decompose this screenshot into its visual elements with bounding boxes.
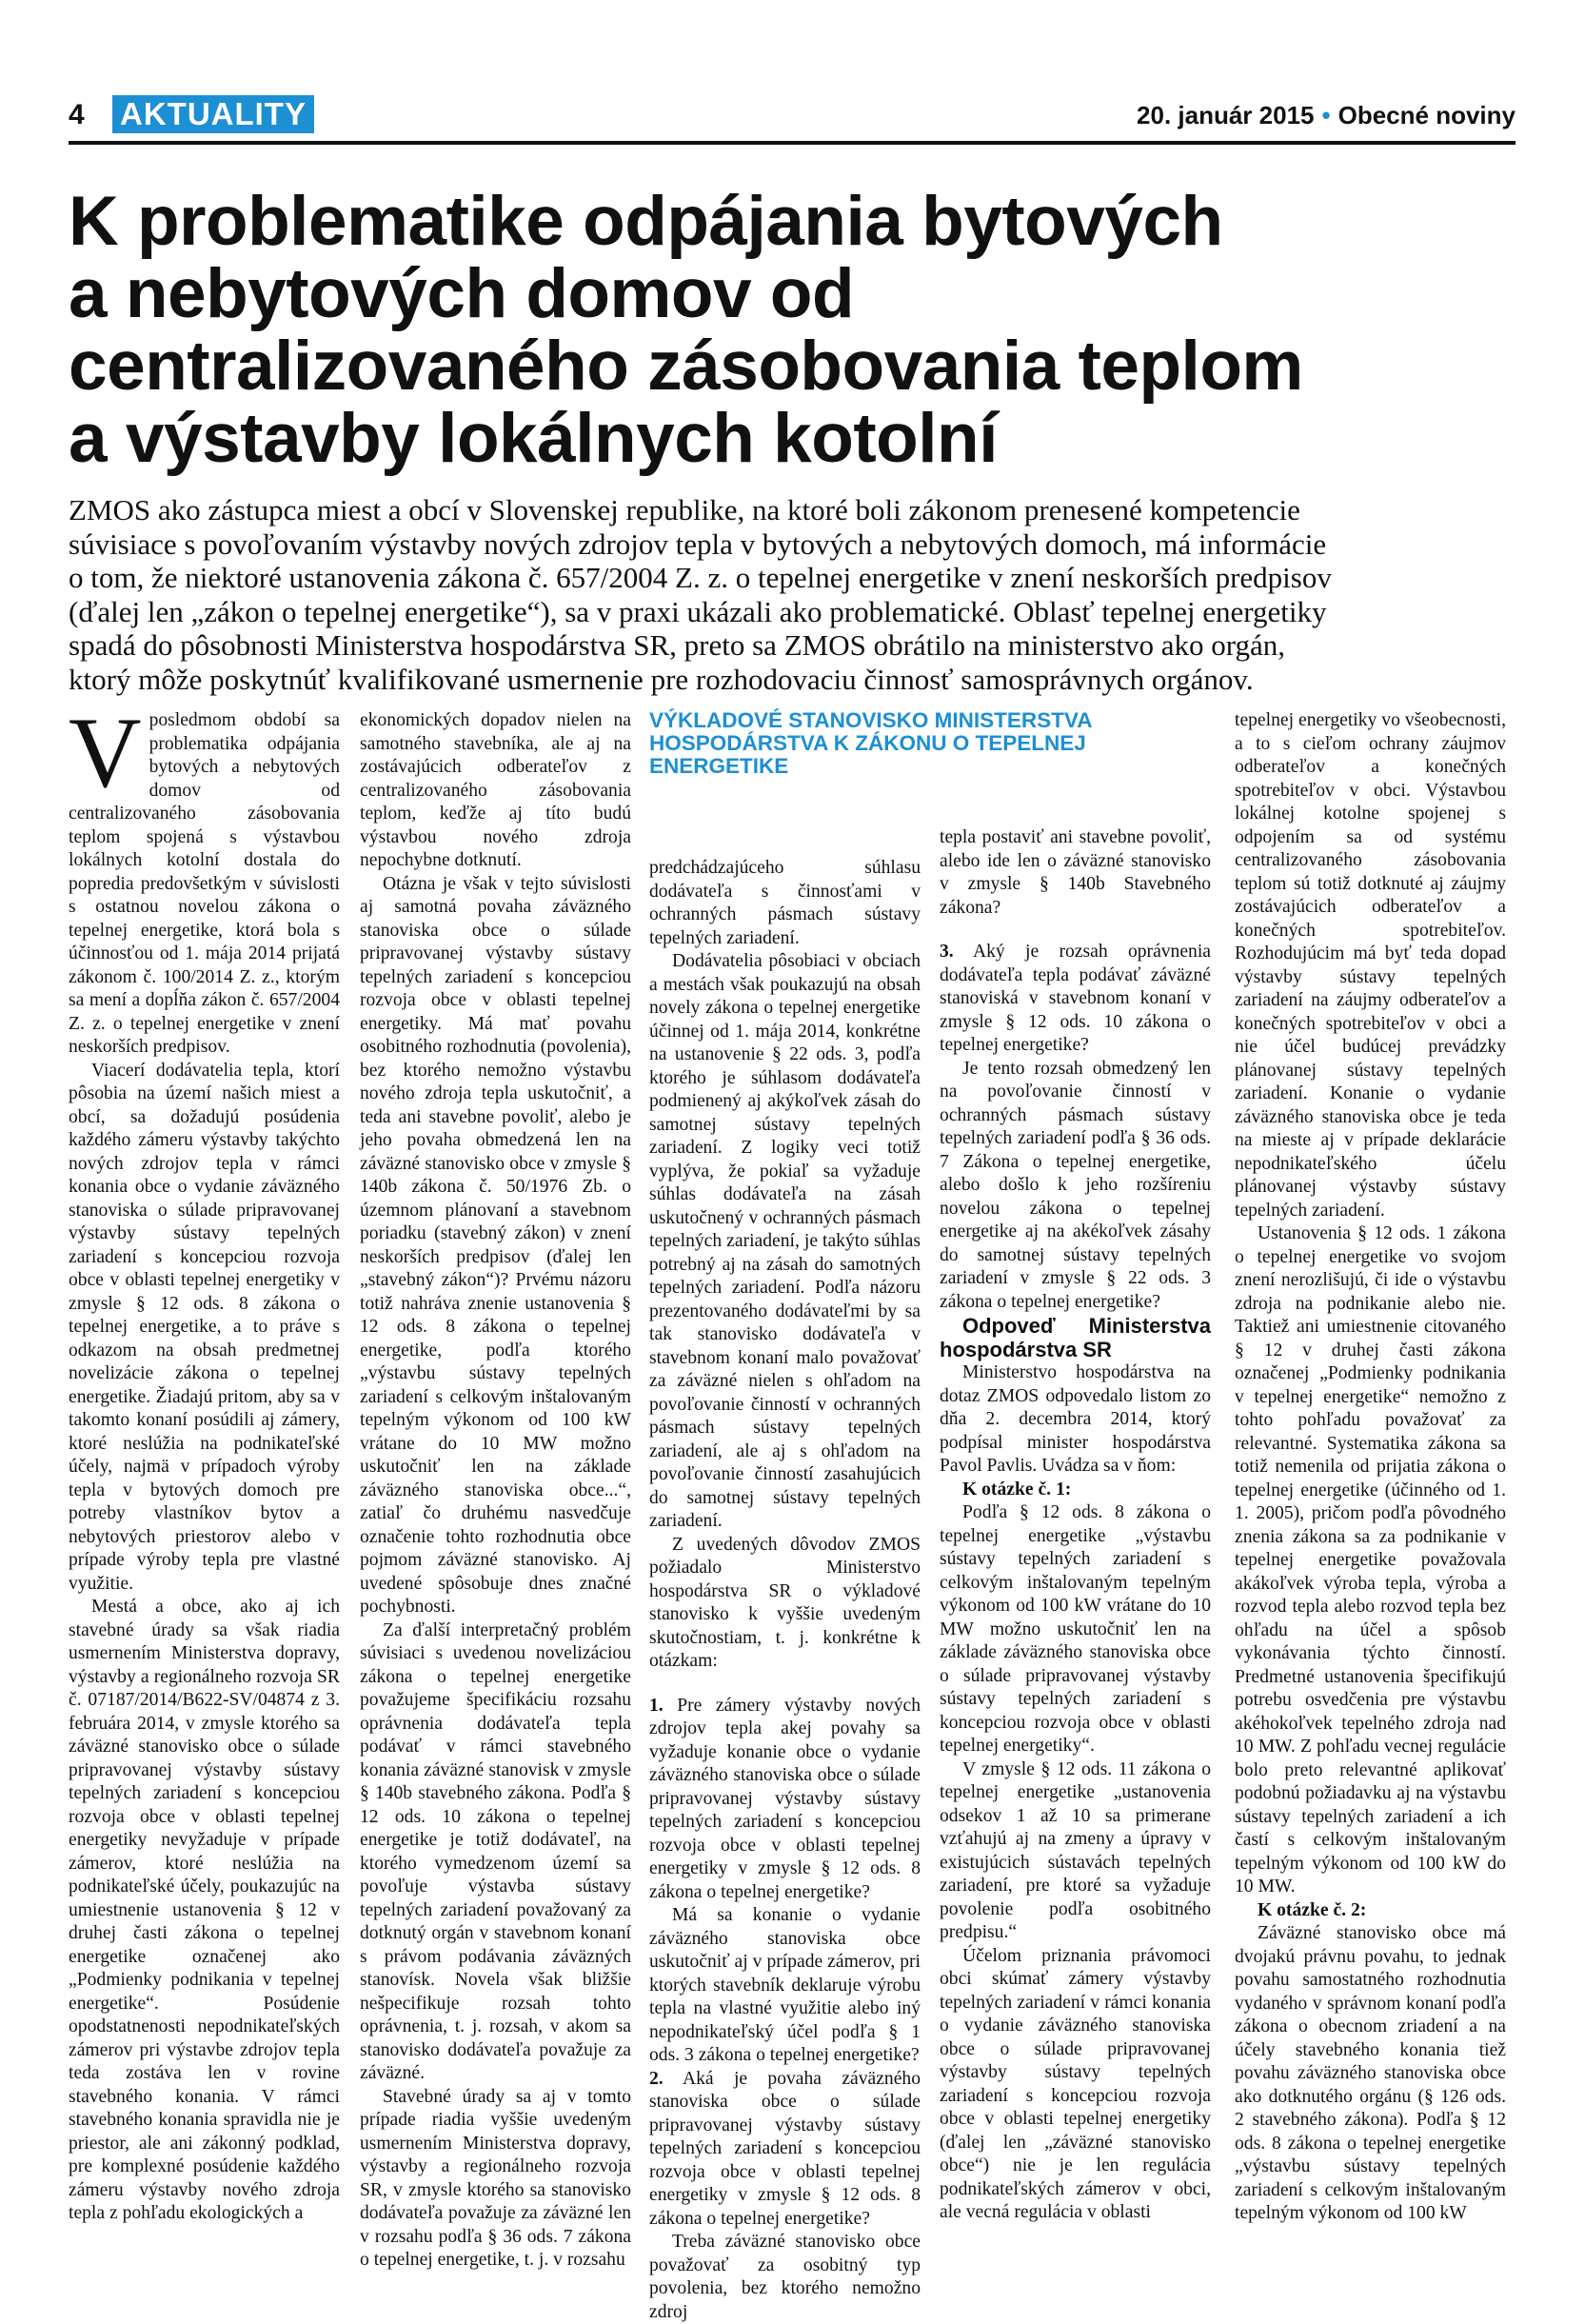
question-number: 1. bbox=[649, 1695, 664, 1716]
subheading-line: ENERGETIKE bbox=[649, 754, 789, 778]
lead-line: o tom, že niektoré ustanovenia zákona č. 657/2004 Z. z. o tepelnej energetike v znení neskorších predpisov bbox=[69, 561, 1332, 594]
lead-line: ZMOS ako zástupca miest a obcí v Slovenskej republike, na ktoré boli zákonom prenesené kompetencie bbox=[69, 493, 1300, 526]
question-number: 3. bbox=[940, 942, 954, 962]
page-header bbox=[69, 95, 1516, 139]
paragraph: Ustanovenia § 12 ods. 1 zákona o tepelnej energetike vo svojom znení nerozlišujú, či ide o výstavbu zdroja na podnikanie alebo nie. Taktiež ani umiestnenie citovaného § 12 v druhej časti zákona označenej „Podmienky podnikania v tepelnej energetike“ nemožno z tohto pohľadu považovať za relevantné. Systematika zákona sa totiž nemenila od prijatia zákona o tepelnej energetike (účinného od 1. 1. 2005), pričom podľa pôvodného znenia zákona sa za podnikanie v tepelnej energetike považovala akákoľvek výroba tepla, výroba a rozvod tepla alebo rozvod tepla bez ohľadu na účel a spôsob vykonávania týchto činností. Predmetné ustanovenia špecifikujú potrebu osvedčenia pre výstavbu akéhokoľvek tepelného zdroja nad 10 MW. Z pohľadu vecnej regulácie bolo preto relevantné aplikovať podobnú požiadavku aj na výstavbu sústavy tepelných zariadení a ich častí s celkovým inštalovaným tepelným výkonom od 100 kW do 10 MW. bbox=[1235, 1223, 1506, 1897]
title-line: centralizovaného zásobovania teplom bbox=[69, 328, 1303, 405]
title-line: a výstavby lokálnych kotolní bbox=[69, 400, 998, 477]
article-lead bbox=[69, 493, 1516, 696]
question-heading: K otázke č. 1: bbox=[962, 1479, 1072, 1500]
subheading bbox=[649, 709, 1211, 778]
article-title bbox=[69, 183, 1516, 477]
question-text: Pre zámery výstavby nových zdrojov tepla akej povahy sa vyžaduje konanie obce o vydanie záväzného stanoviska obce o súlade pripravovanej výstavby sústavy tepelných zariadení s koncepciou rozvoja obce v oblasti tepelnej energetiky v zmysle § 12 ods. 8 zákona o tepelnej energetike? bbox=[649, 1695, 921, 1902]
subheading-line: HOSPODÁRSTVA K ZÁKONU O TEPELNEJ bbox=[649, 731, 1086, 755]
lead-line: (ďalej len „zákon o tepelnej energetike“), sa v praxi ukázali ako problematické. Oblasť tepelnej energetiky bbox=[69, 594, 1327, 628]
paragraph: tepelnej energetiky vo všeobecnosti, a to s cieľom ochrany záujmov odberateľov a konečných spotrebiteľov v obci. Výstavbou lokálnej kotolne spojenej s odpojením sa od systému centralizovaného zásobovania teplom sú totiž dotknuté aj záujmy zostávajúcich odberateľov a konečných spotrebiteľov. Rozhodujúcim má byť teda dopad výstavby sústavy tepelných zariadení na záujmy odberateľov a konečných spotrebiteľov v obci a nie účel budúcej prevádzky plánovanej sústavy tepelných zariadení. Konanie o vydanie záväzného stanoviska obce je teda na mieste aj v prípade deklarácie nepodnikateľského účelu plánovanej výstavby sústavy tepelných zariadení. bbox=[1235, 710, 1506, 1221]
paragraph: Má sa konanie o vydanie záväzného stanoviska obce uskutočniť aj v prípade zámerov, pri ktorých stavebník deklaruje výrobu tepla na vlastné využitie alebo iný nepodnikateľský účel podľa § 1 ods. 3 zákona o tepelnej energetike? bbox=[649, 1905, 921, 2065]
drop-cap: V bbox=[69, 697, 142, 808]
section-label: AKTUALITY bbox=[112, 95, 314, 133]
paragraph: V zmysle § 12 ods. 11 zákona o tepelnej energetike „ustanovenia odsekov 1 až 10 sa primerane vzťahujú aj na zmeny a úpravy v existujúcich sústavách tepelných zariadení, pre ktoré sa vyžaduje povolenie podľa osobitného predpisu.“ bbox=[940, 1758, 1211, 1942]
lead-line: spadá do pôsobnosti Ministerstva hospodárstva SR, preto sa ZMOS obrátilo na ministerstvo ako orgán, bbox=[69, 628, 1286, 662]
issue-date: 20. január 2015 bbox=[1137, 101, 1315, 129]
page-number: 4 bbox=[69, 99, 85, 130]
paragraph: Dodávatelia pôsobiaci v obciach a mestách však poukazujú na obsah novely zákona o tepelnej energetike účinnej od 1. mája 2014, konkrétne na ustanovenie § 22 ods. 3, podľa ktorého je súhlasom dodávateľa podmienený aj akýkoľvek zásah do samotnej sústavy tepelných zariadení. Z logiky veci totiž vyplýva, že pokiaľ sa vyžaduje súhlas dodávateľa na zásah uskutočnený v ochranných pásmach tepelných zariadení, je takýto súhlas potrebný aj na zásah do samotných tepelných zariadení. Podľa názoru prezentovaného dodávateľmi by sa tak stanovisko dodávateľa v stavebnom konaní malo považovať za záväzné nielen s ohľadom na povoľovanie činností v ochranných pásmach sústavy tepelných zariadení, ale aj s ohľadom na povoľovanie činností zasahujúcich do samotnej sústavy tepelných zariadení. bbox=[649, 951, 921, 1531]
subheading-line: VÝKLADOVÉ STANOVISKO MINISTERSTVA bbox=[649, 708, 1093, 732]
paragraph: Účelom priznania právomoci obci skúmať zámery výstavby tepelných zariadení v rámci konania o vydanie záväzného stanoviska obce o súlade pripravovanej výstavby sústavy tepelných zariadení s koncepciou rozvoja obce v oblasti tepelnej energetiky (ďalej len „záväzné stanovisko obce“) nie je len regulácia podnikateľských zámerov v obci, ale vecná regulácia v oblasti bbox=[940, 1945, 1211, 2222]
lead-line: ktorý môže poskytnúť kvalifikované usmernenie pre rozhodovaciu činnosť samosprávnych orgánov. bbox=[69, 662, 1254, 696]
question-heading: K otázke č. 2: bbox=[1258, 1899, 1367, 1920]
dateline bbox=[1137, 101, 1516, 130]
question-text: Aká je povaha záväzného stanoviska obce o súlade pripravovanej výstavby sústavy tepelných zariadení s koncepciou rozvoja obce v oblasti tepelnej energetiky v zmysle § 12 ods. 8 zákona o tepelnej energetike? bbox=[649, 2068, 921, 2229]
column-4 bbox=[940, 826, 1211, 2222]
title-line: a nebytových domov od bbox=[69, 255, 855, 332]
paragraph: Viacerí dodávatelia tepla, ktorí pôsobia na území našich miest a obcí, sa dožadujú posúdenia každého zámeru výstavby takýchto nových zdrojov tepla v rámci konania obce o vydanie záväzného stanoviska o súlade pripravovanej výstavby sústavy tepelných zariadení s koncepciou rozvoja obce v oblasti tepelnej energetiky v zmysle § 12 ods. 8 zákona o tepelnej energetike, a to práve s odkazom na obsah predmetnej novelizácie zákona o tepelnej energetike. Žiadajú pritom, aby sa v takomto konaní posúdili aj zámery, ktoré neslúžia na podnikateľské účely, najmä v prípadoch výroby tepla v bytových domoch pre potreby vlastníkov bytov a nebytových priestorov alebo v prípade výroby tepla pre vlastné využitie. bbox=[69, 1060, 340, 1594]
paragraph: Ministerstvo hospodárstva na dotaz ZMOS odpovedalo listom zo dňa 2. decembra 2014, ktorý podpísal minister hospodárstva Pavol Pavlis. Uvádza sa v ňom: bbox=[940, 1362, 1211, 1476]
title-line: K problematike odpájania bytových bbox=[69, 183, 1223, 260]
separator-dot: • bbox=[1321, 101, 1331, 129]
question-2 bbox=[649, 2068, 921, 2232]
question-number: 2. bbox=[649, 2068, 664, 2089]
lead-line: súvisiace s povoľovaním výstavby nových zdrojov tepla v bytových a nebytových domoch, má informácie bbox=[69, 526, 1327, 561]
paragraph: Podľa § 12 ods. 8 zákona o tepelnej energetike „výstavbu sústavy tepelných zariadení s celkovým inštalovaným tepelným výkonom od 100 kW vrátane do 10 MW možno uskutočniť len na základe záväzného stanoviska obce o súlade pripravovanej výstavby sústavy tepelných zariadení s koncepciou rozvoja obce v oblasti tepelnej energetiky“. bbox=[940, 1502, 1211, 1756]
paragraph: Stavebné úrady sa aj v tomto prípade riadia vyššie uvedeným usmernením Ministerstva dopravy, výstavby a regionálneho rozvoja SR, v zmysle ktorého sa stanovisko dodávateľa považuje za záväzné len v rozsahu podľa § 36 ods. 7 zákona o tepelnej energetike, t. j. v rozsahu bbox=[360, 2086, 631, 2270]
paragraph: predchádzajúceho súhlasu dodávateľa s činnosťami v ochranných pásmach sústavy tepelných zariadení. bbox=[649, 858, 921, 948]
header-rule bbox=[69, 141, 1516, 145]
paragraph: ekonomických dopadov nielen na samotného stavebníka, ale aj na zostávajúcich odberateľov z centralizovaného zásobovania teplom, keďže aj títo budú výstavbou nového zdroja nepochybne dotknutí. bbox=[360, 710, 631, 870]
column-2 bbox=[360, 709, 631, 2270]
section-heading: Odpoveď Ministerstva hospodárstva SR bbox=[940, 1314, 1211, 1361]
question-1 bbox=[649, 1695, 921, 1905]
paragraph: Záväzné stanovisko obce má dvojakú právnu povahu, to jednak povahu samostatného rozhodnutia vydaného v správnom konaní podľa zákona o obecnom zriadení a na účely stavebného konania tiež povahu záväzného stanoviska obce ako dotknutého orgánu (§ 126 ods. 2 stavebného zákona). Podľa § 12 ods. 8 zákona o tepelnej energetike „výstavbu sústavy tepelných zariadení s celkovým inštalovaným tepelným výkonom od 100 kW bbox=[1235, 1923, 1506, 2223]
paragraph: Za ďalší interpretačný problém súvisiaci s uvedenou novelizáciou zákona o tepelnej energetike považujeme špecifikáciu rozsahu oprávnenia dodávateľa tepla podávať v rámci stavebného konania záväzné stanovisk v zmysle § 140b stavebného zákona. Podľa § 12 ods. 10 zákona o tepelnej energetike je totiž dodávateľ, na ktorého vymedzenom území sa povoľuje výstavba sústavy tepelných zariadení považovaný za dotknutý orgán v stavebnom konaní s právom podávania záväzných stanovísk. Novela však bližšie nešpecifikuje rozsah tohto oprávnenia, t. j. rozsah, v akom sa stanovisko dodávateľa považuje za záväzné. bbox=[360, 1619, 631, 2083]
paragraph: Z uvedených dôvodov ZMOS požiadalo Ministerstvo hospodárstva SR o výkladové stanovisko k vyššie uvedeným skutočnostiam, t. j. konkrétne k otázkam: bbox=[649, 1534, 921, 1671]
publication-name: Obecné noviny bbox=[1337, 101, 1516, 129]
column-1 bbox=[69, 697, 340, 2223]
paragraph: tepla postaviť ani stavebne povoliť, alebo ide len o záväzné stanovisko v zmysle § 140b Stavebného zákona? bbox=[940, 827, 1211, 918]
column-5 bbox=[1235, 709, 1506, 2223]
paragraph-text: posledmom období sa problematika odpájania bytových a nebytových domov od centralizovaného zásobovania teplom spojená s výstavbou lokálnych kotolní dostala do popredia predovšetkým v súvislosti s ostatnou novelou zákona o tepelnej energetike, ktorá bola s účinnosťou od 1. mája 2014 prijatá zákonom č. 100/2014 Z. z., ktorým sa mení a dopĺňa zákon č. 657/2004 Z. z. o tepelnej energetike v znení neskorších predpisov. bbox=[69, 710, 340, 1057]
paragraph: Je tento rozsah obmedzený len na povoľovanie činností v ochranných pásmach sústavy tepelných zariadení podľa § 36 ods. 7 Zákona o tepelnej energetike, alebo došlo k jeho rozšíreniu novelou zákona o tepelnej energetike aj na akékoľvek zásahy do samotnej sústavy tepelných zariadení v zmysle § 22 ods. 3 zákona o tepelnej energetike? bbox=[940, 1058, 1211, 1312]
paragraph: Treba záväzné stanovisko obce považovať za osobitný typ povolenia, bez ktorého nemožno zdroj bbox=[649, 2232, 921, 2322]
paragraph: Mestá a obce, ako aj ich stavebné úrady sa však riadia usmernením Ministerstva dopravy, výstavby a regionálneho rozvoja SR č. 07187/2014/B622-SV/04874 z 3. februára 2014, v zmysle ktorého sa záväzné stanovisko obce o súlade pripravovanej výstavby sústavy tepelných zariadení s koncepciou rozvoja obce v oblasti tepelnej energetiky nevyžaduje v prípade zámerov, ktoré neslúžia na podnikateľské účely, poukazujúc na umiestnenie ustanovenia § 12 v druhej časti zákona o tepelnej energetike označenej ako „Podmienky podnikania v tepelnej energetike“. Posúdenie opodstatnenosti nepodnikateľských zámerov pri výstavbe zdrojov tepla teda zostáva len v rovine stavebného konania. V rámci stavebného konania spravidla nie je priestor, ale ani zákonný podklad, pre komplexné posúdenie každého zámeru výstavby nového zdroja tepla z pohľadu ekologických a bbox=[69, 1597, 340, 2223]
paragraph bbox=[69, 697, 340, 1060]
column-3 bbox=[649, 857, 921, 2322]
question-text: Aký je rozsah oprávnenia dodávateľa tepla podávať záväzné stanoviská v stavebnom konaní v zmysle § 12 ods. 10 zákona o tepelnej energetike? bbox=[940, 942, 1211, 1055]
paragraph: Otázna je však v tejto súvislosti aj samotná povaha záväzného stanoviska obce o súlade pripravovanej výstavby sústavy tepelných zariadení s koncepciou rozvoja obce v oblasti tepelnej energetiky. Má mať povahu osobitného rozhodnutia (povolenia), bez ktorého nemožno výstavbu nového zdroja tepla uskutočniť, a teda ani stavebne povoliť, alebo je jeho povaha obmedzená len na záväzné stanovisko obce v zmysle § 140b zákona č. 50/1976 Zb. o územnom plánovaní a stavebnom poriadku (stavebný zákon) v znení neskorších predpisov (ďalej len „stavebný zákon“)? Prvému názoru totiž nahráva znenie ustanovenia § 12 ods. 8 zákona o tepelnej energetike, podľa ktorého „výstavbu sústavy tepelných zariadení s celkovým inštalovaným tepelným výkonom od 100 kW vrátane do 10 MW možno uskutočniť len na základe záväzného stanoviska obce...“, zatiaľ čo druhému nasvedčuje označenie tohto rozhodnutia obce pojmom záväzné stanovisko. Aj uvedené spôsobuje dnes značné pochybnosti. bbox=[360, 873, 631, 1617]
question-3 bbox=[940, 941, 1211, 1058]
